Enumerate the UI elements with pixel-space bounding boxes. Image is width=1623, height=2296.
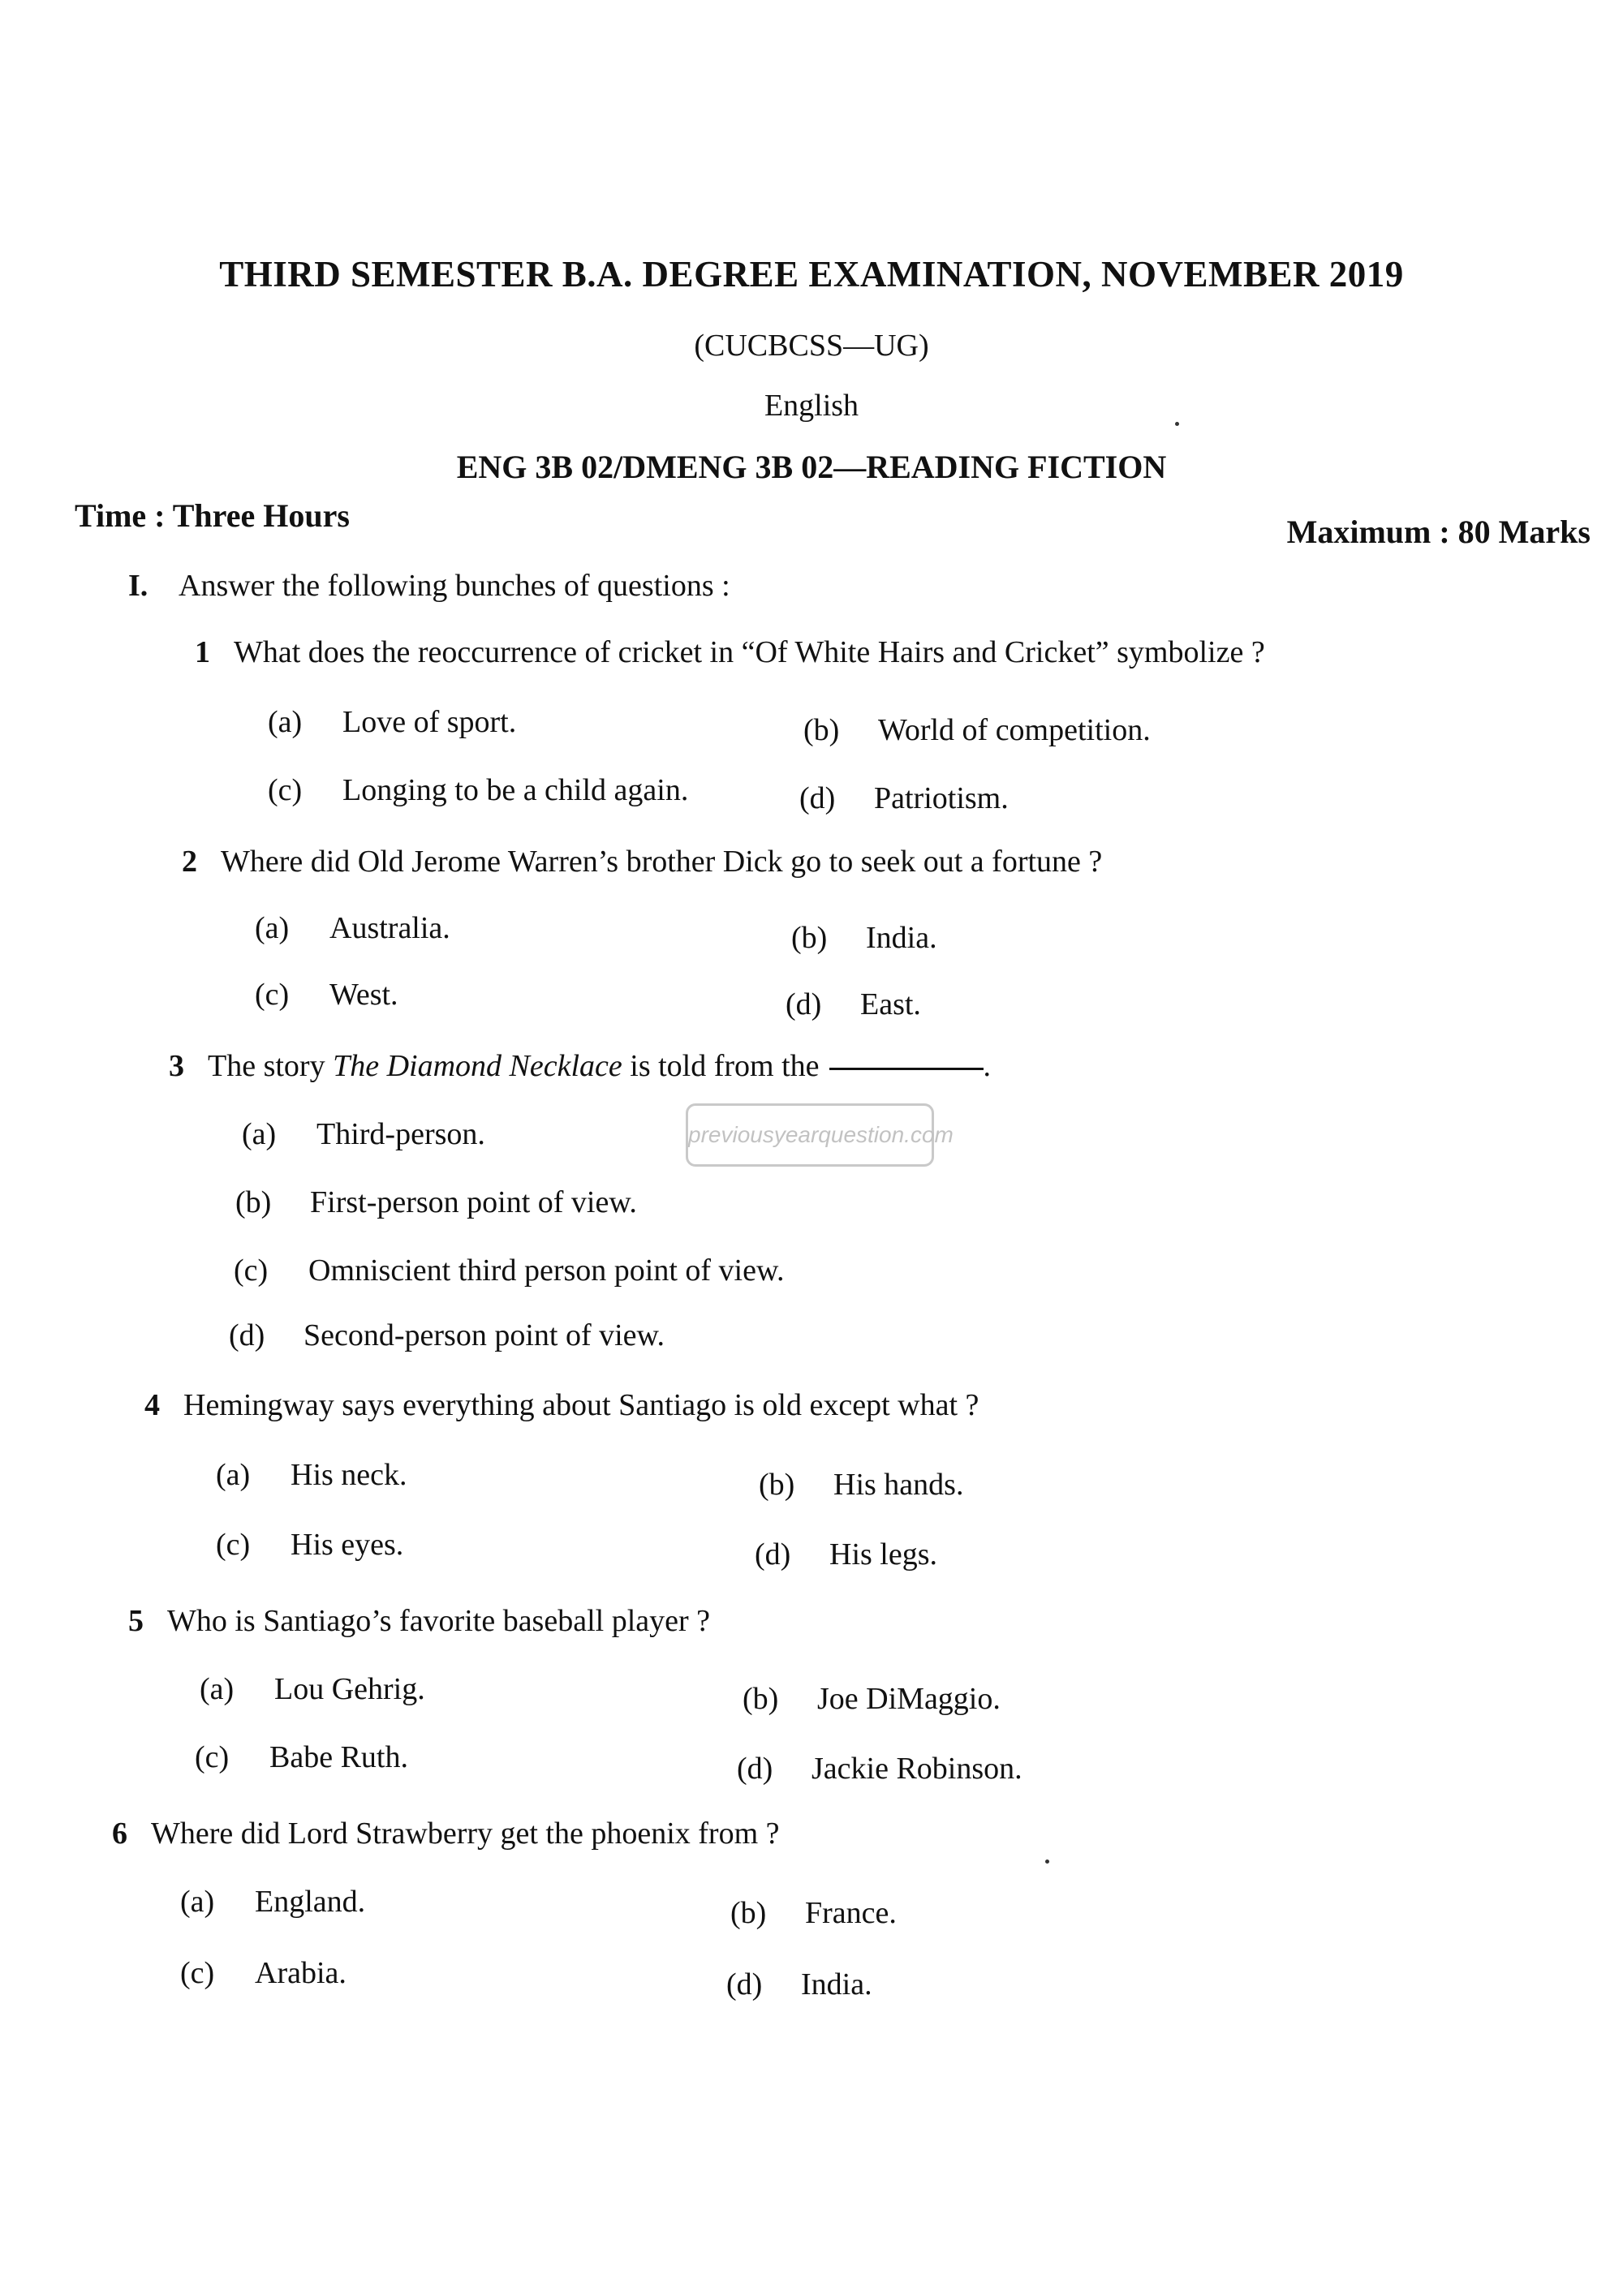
question-4	[144, 1387, 979, 1423]
option-text: His neck.	[291, 1458, 407, 1492]
option-text: Lou Gehrig.	[274, 1672, 425, 1706]
question-number: 3	[169, 1049, 184, 1083]
option-label: (d)	[799, 781, 836, 815]
question-text: Who is Santiago’s favorite baseball player ?	[167, 1604, 711, 1638]
story-title: The Diamond Necklace	[333, 1049, 622, 1083]
site-watermark: previousyearquestion.com	[686, 1103, 934, 1167]
question-number: 5	[128, 1604, 144, 1638]
option-text: World of competition.	[878, 713, 1151, 747]
option-4c	[216, 1527, 403, 1563]
question-2	[182, 844, 1102, 879]
option-text: First-person point of view.	[310, 1185, 637, 1219]
option-label: (b)	[235, 1185, 272, 1219]
option-3d	[229, 1318, 665, 1353]
option-6a	[180, 1884, 365, 1920]
question-number: 2	[182, 845, 197, 879]
scan-speck	[1175, 422, 1179, 426]
question-number: 6	[112, 1817, 127, 1851]
option-text: Love of sport.	[342, 705, 517, 739]
option-label: (a)	[242, 1117, 277, 1151]
option-5c	[195, 1739, 408, 1775]
option-2d	[786, 987, 921, 1022]
option-3b	[235, 1185, 637, 1220]
option-text: His legs.	[829, 1537, 937, 1572]
exam-title: THIRD SEMESTER B.A. DEGREE EXAMINATION, NOVEMBER 2019	[219, 254, 1404, 295]
option-text: France.	[805, 1896, 897, 1930]
option-text: Joe DiMaggio.	[817, 1682, 1001, 1716]
exam-subject: English	[764, 389, 859, 423]
option-1b	[803, 712, 1151, 748]
option-5d	[737, 1751, 1022, 1786]
option-text: Third-person.	[316, 1117, 485, 1151]
question-text-start: The story	[208, 1049, 325, 1083]
option-text: West.	[329, 978, 398, 1012]
option-label: (b)	[730, 1896, 767, 1930]
option-label: (a)	[268, 705, 303, 739]
option-label: (d)	[737, 1752, 773, 1786]
question-number: 1	[195, 635, 210, 669]
option-3a	[242, 1116, 485, 1152]
maximum-marks: Maximum : 80 Marks	[1286, 514, 1591, 550]
question-1	[195, 634, 1265, 670]
option-1c	[268, 772, 688, 808]
option-4b	[759, 1467, 963, 1503]
option-2b	[791, 920, 937, 956]
option-label: (d)	[786, 987, 822, 1021]
option-5a	[200, 1671, 425, 1707]
option-label: (d)	[726, 1967, 763, 2001]
option-label: (b)	[743, 1682, 779, 1716]
paper-title: ENG 3B 02/DMENG 3B 02—READING FICTION	[456, 449, 1167, 485]
exam-scheme: (CUCBCSS—UG)	[694, 329, 929, 363]
option-5b	[743, 1681, 1001, 1717]
question-end-mark: .	[983, 1049, 992, 1083]
option-text: Omniscient third person point of view.	[308, 1253, 785, 1288]
option-text: Arabia.	[255, 1956, 347, 1990]
section-number: I.	[128, 569, 149, 603]
option-label: (c)	[234, 1253, 269, 1288]
option-label: (d)	[229, 1318, 265, 1352]
option-4d	[755, 1537, 937, 1572]
option-6d	[726, 1967, 872, 2002]
option-label: (b)	[759, 1468, 795, 1502]
option-label: (a)	[255, 911, 290, 945]
option-text: England.	[255, 1885, 366, 1919]
option-text: East.	[860, 987, 921, 1021]
answer-blank	[829, 1068, 984, 1070]
option-6b	[730, 1895, 897, 1931]
option-text: Patriotism.	[874, 781, 1009, 815]
option-label: (a)	[200, 1672, 235, 1706]
option-4a	[216, 1457, 407, 1493]
option-text: Second-person point of view.	[304, 1318, 665, 1352]
question-text-end: is told from the	[630, 1049, 820, 1083]
option-label: (a)	[216, 1458, 251, 1492]
option-label: (b)	[803, 713, 840, 747]
option-1d	[799, 780, 1009, 816]
question-3	[169, 1048, 991, 1084]
question-number: 4	[144, 1388, 160, 1422]
option-2c	[255, 977, 398, 1013]
option-text: His eyes.	[291, 1528, 404, 1562]
option-text: Babe Ruth.	[269, 1740, 408, 1774]
option-label: (c)	[255, 978, 290, 1012]
question-text: What does the reoccurrence of cricket in “Of White Hairs and Cricket” symbolize ?	[234, 635, 1265, 669]
option-label: (c)	[216, 1528, 251, 1562]
option-text: His hands.	[833, 1468, 964, 1502]
option-text: India.	[866, 921, 937, 955]
option-text: Australia.	[329, 911, 450, 945]
section-text: Answer the following bunches of questions :	[179, 569, 730, 603]
option-label: (c)	[268, 773, 303, 807]
option-2a	[255, 910, 450, 946]
option-3c	[234, 1253, 784, 1288]
scan-speck	[1045, 1860, 1049, 1864]
question-5	[128, 1603, 710, 1639]
option-label: (d)	[755, 1537, 791, 1572]
question-text: Where did Lord Strawberry get the phoenix from ?	[151, 1817, 780, 1851]
option-text: India.	[801, 1967, 872, 2001]
option-6c	[180, 1955, 347, 1991]
option-label: (c)	[195, 1740, 230, 1774]
question-text: Hemingway says everything about Santiago is old except what ?	[183, 1388, 979, 1422]
question-6	[112, 1816, 780, 1851]
section-instruction	[128, 568, 730, 604]
option-text: Jackie Robinson.	[812, 1752, 1022, 1786]
option-label: (c)	[180, 1956, 215, 1990]
time-allowed: Time : Three Hours	[75, 497, 350, 534]
option-text: Longing to be a child again.	[342, 773, 689, 807]
option-label: (a)	[180, 1885, 215, 1919]
option-1a	[268, 704, 516, 740]
question-text: Where did Old Jerome Warren’s brother Dick go to seek out a fortune ?	[221, 845, 1103, 879]
option-label: (b)	[791, 921, 828, 955]
